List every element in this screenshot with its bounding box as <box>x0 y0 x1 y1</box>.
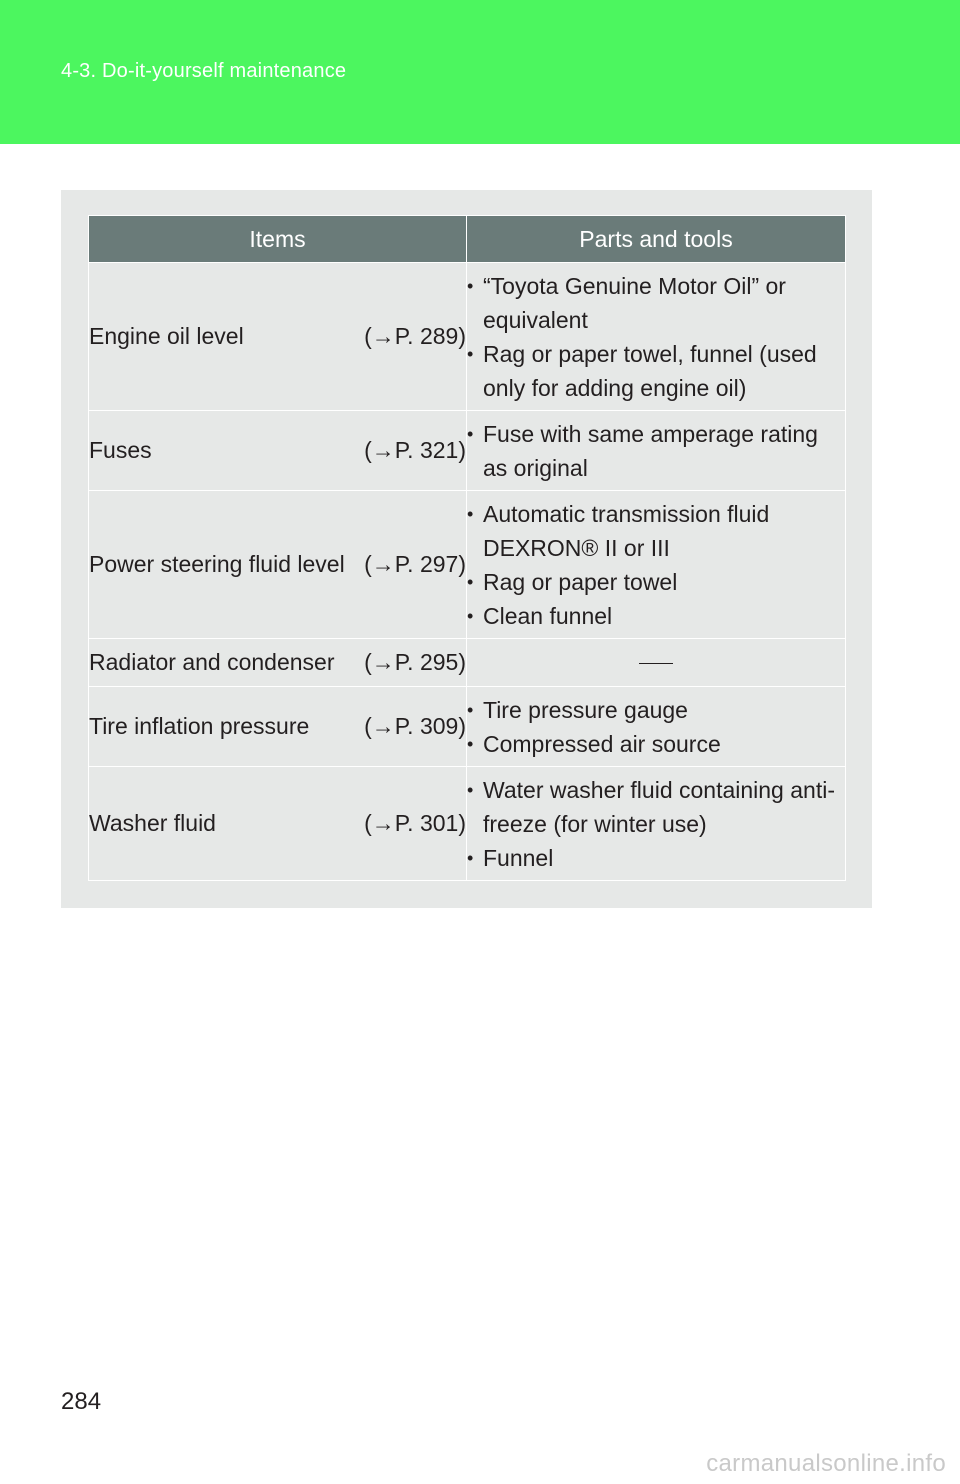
table-row <box>89 639 846 687</box>
no-parts-dash <box>639 663 673 664</box>
item-label: Engine oil level <box>89 323 244 349</box>
parts-list-item: • “Toyota Genuine Motor Oil” or equivalent <box>467 269 845 337</box>
table-row <box>89 491 846 639</box>
item-label: Tire inflation pressure <box>89 713 310 739</box>
item-label: Washer fluid <box>89 810 216 836</box>
parts-list-item: • Fuse with same amperage rating as original <box>467 417 845 485</box>
section-title: 4-3. Do-it-yourself maintenance <box>61 60 347 82</box>
parts-list-item: • Rag or paper towel <box>467 565 845 599</box>
header-band <box>0 0 960 144</box>
parts-list-item: • Automatic transmission fluid DEXRON® II or III <box>467 497 845 565</box>
table-row <box>89 263 846 411</box>
parts-list-item: • Rag or paper towel, funnel (used only for adding engine oil) <box>467 337 845 405</box>
table-row <box>89 411 846 491</box>
page-reference-link[interactable]: (→P. 289) <box>364 323 466 349</box>
item-label: Fuses <box>89 437 152 463</box>
page-reference-link[interactable]: (→P. 321) <box>364 437 466 463</box>
page-reference-link[interactable]: (→P. 297) <box>364 551 466 577</box>
item-cell <box>89 411 467 491</box>
parts-list-item: • Compressed air source <box>467 727 845 761</box>
parts-cell <box>467 263 846 411</box>
parts-list-item: • Water washer fluid containing anti-freeze (for winter use) <box>467 773 845 841</box>
item-label: Radiator and condenser <box>89 649 335 675</box>
header-parts-and-tools: Parts and tools <box>467 216 846 263</box>
table-row <box>89 767 846 881</box>
item-cell <box>89 639 467 687</box>
page-reference-link[interactable]: (→P. 301) <box>364 810 466 836</box>
parts-cell <box>467 639 846 687</box>
parts-cell <box>467 767 846 881</box>
item-label: Power steering fluid level <box>89 551 345 577</box>
parts-list-item: • Clean funnel <box>467 599 845 633</box>
item-cell <box>89 687 467 767</box>
page-reference-link[interactable]: (→P. 295) <box>364 649 466 675</box>
header-items: Items <box>89 216 467 263</box>
parts-list-item: • Funnel <box>467 841 845 875</box>
maintenance-table <box>88 215 846 881</box>
parts-cell <box>467 687 846 767</box>
page-number: 284 <box>61 1388 102 1415</box>
watermark: carmanualsonline.info <box>706 1450 946 1477</box>
parts-cell <box>467 491 846 639</box>
parts-list-item: • Tire pressure gauge <box>467 693 845 727</box>
table-row <box>89 687 846 767</box>
parts-cell <box>467 411 846 491</box>
page-reference-link[interactable]: (→P. 309) <box>364 713 466 739</box>
item-cell <box>89 263 467 411</box>
item-cell <box>89 767 467 881</box>
table-header-row <box>89 216 846 263</box>
item-cell <box>89 491 467 639</box>
